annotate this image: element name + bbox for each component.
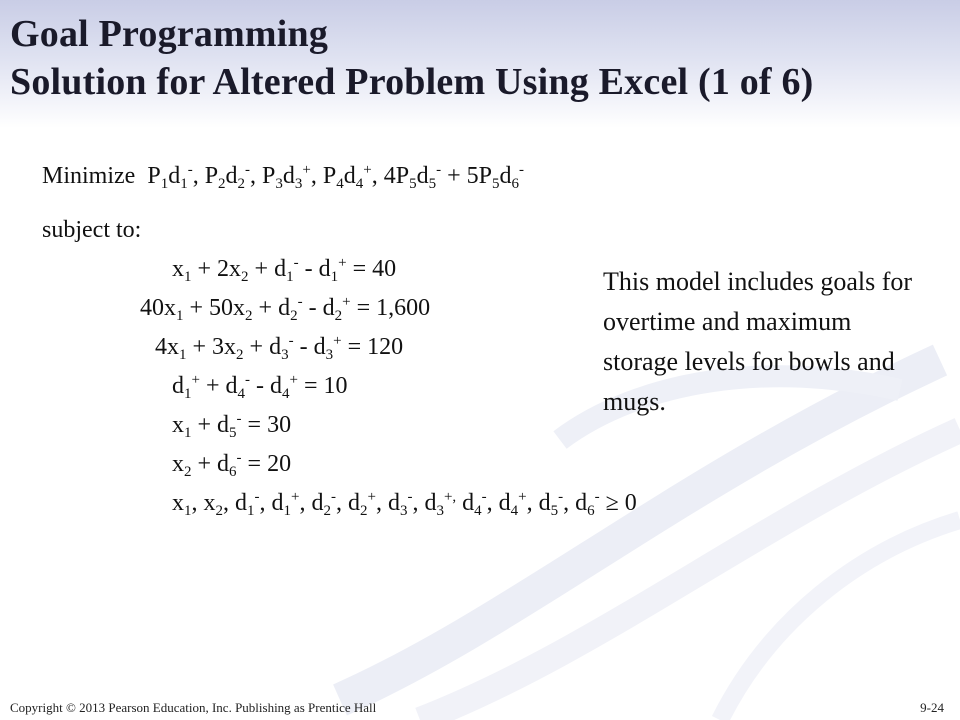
slide-title: Goal Programming [10,13,329,55]
objective-label: Minimize [42,163,136,189]
model-note: This model includes goals for overtime and maximum storage levels for bowls and mugs. [603,267,913,416]
footer-copyright: Copyright © 2013 Pearson Education, Inc. Publishing as Prentice Hall [10,700,377,715]
slide-subtitle: Solution for Altered Problem Using Excel (1 of 6) [10,61,814,103]
constraint-3: $4x_1 + 3x_2 + d_3^- - d_3^+ = 120$ [155,333,404,363]
subject-to-label: subject to: [42,217,142,243]
constraint-5: $x_1 + d_5^- = 30$ [172,411,292,441]
constraint-6: $x_2 + d_6^- = 20$ [172,450,292,480]
objective-function: Minimize $P_1d_1^-$, $P_2d_2^-$, $P_3d_3^+$, $P_4d_4^+$, $4P_5d_5^- + 5P_5d_6^-$ [42,162,524,192]
constraint-2: $40x_1 + 50x_2 + d_2^- - d_2^+ = 1,600$ [140,294,431,324]
page-number: 9-24 [920,700,944,715]
non-negativity-constraint: $x_1$, $x_2$, $d_1^-$, $d_1^+$, $d_2^-$, $d_2^+$, $d_3^-$, $d_3^{+,}$ $d_4^-$, $d_4^+$, $d_5^-$, $d_6^- \ge 0$ [172,489,637,519]
constraint-4: $d_1^+ + d_4^- - d_4^+ = 10$ [172,372,348,402]
constraint-1: $x_1 + 2x_2 + d_1^- - d_1^+ = 40$ [172,255,397,285]
